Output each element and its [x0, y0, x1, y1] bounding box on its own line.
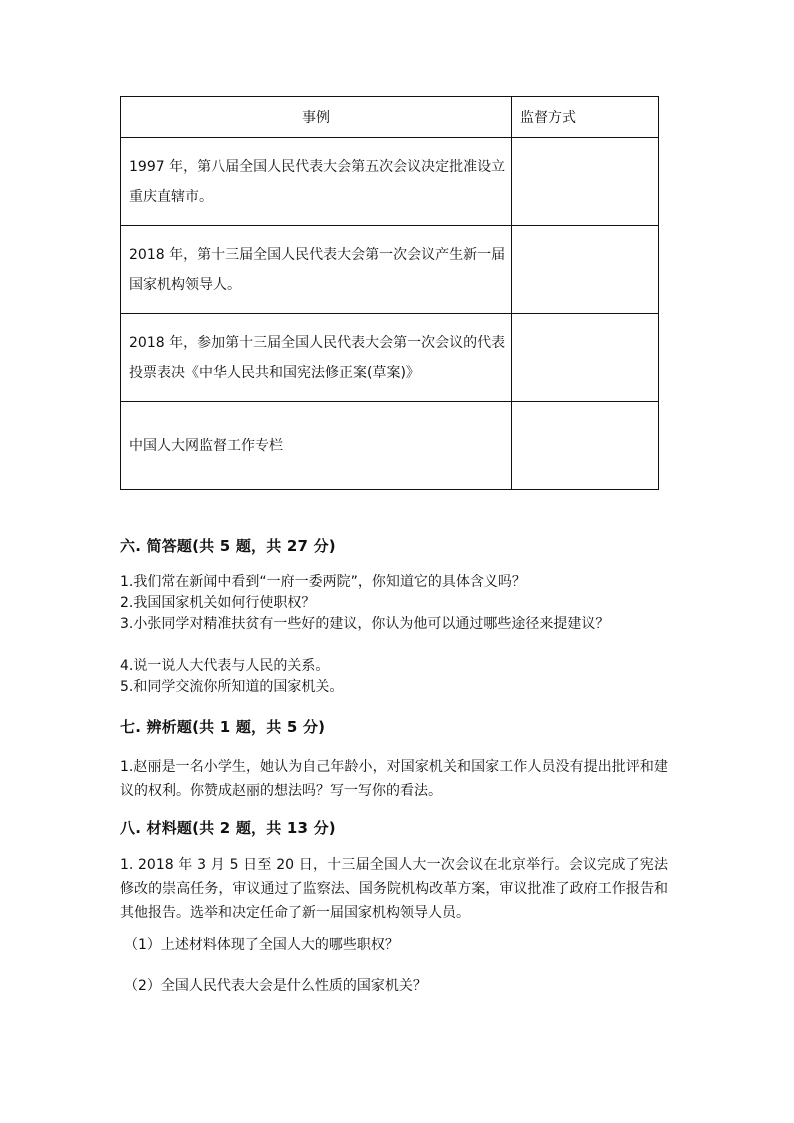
subquestion-item: （2）全国人民代表大会是什么性质的国家机关？	[124, 978, 427, 994]
table-row	[121, 402, 659, 490]
question-item: 1.我们常在新闻中看到“一府一委两院”，你知道它的具体含义吗？	[120, 574, 526, 590]
header-method: 监督方式	[512, 97, 659, 138]
question-item: 2.我国国家机关如何行使职权？	[120, 595, 316, 611]
header-case: 事例	[121, 97, 512, 138]
table-row	[121, 226, 659, 314]
material-paragraph: 1. 2018 年 3 月 5 日至 20 日，十三届全国人大一次会议在北京举行。会议完成了宪法修改的崇高任务，审议通过了监察法、国务院机构改革方案，审议批准了政府工作报告和其他报告。选举和决定任命了新一届国家机构领导人员。	[120, 857, 668, 921]
method-cell[interactable]	[512, 314, 659, 402]
question-item: 3.小张同学对精准扶贫有一些好的建议，你认为他可以通过哪些途径来提建议？	[120, 616, 610, 632]
case-table	[120, 96, 659, 490]
method-cell[interactable]	[512, 226, 659, 314]
question-item: 5.和同学交流你所知道的国家机关。	[120, 679, 344, 695]
section-title-analysis: 七. 辨析题(共 1 题，共 5 分)	[120, 718, 326, 736]
case-cell: 2018 年，第十三届全国人民代表大会第一次会议产生新一届国家机构领导人。	[121, 226, 512, 314]
question-item: 4.说一说人大代表与人民的关系。	[120, 658, 330, 674]
section-title-short-answer: 六. 简答题(共 5 题，共 27 分)	[120, 537, 336, 555]
table-row	[121, 314, 659, 402]
method-cell[interactable]	[512, 138, 659, 226]
table-header-row	[121, 97, 659, 138]
question-item: 1.赵丽是一名小学生，她认为自己年龄小，对国家机关和国家工作人员没有提出批评和建议的权利。你赞成赵丽的想法吗？写一写你的看法。	[120, 759, 668, 799]
subquestion-item: （1）上述材料体现了全国人大的哪些职权？	[124, 937, 399, 953]
section-title-material: 八. 材料题(共 2 题，共 13 分)	[120, 819, 336, 837]
table-row	[121, 138, 659, 226]
case-cell: 2018 年，参加第十三届全国人民代表大会第一次会议的代表投票表决《中华人民共和国宪法修正案(草案)》	[121, 314, 512, 402]
case-cell: 中国人大网监督工作专栏	[121, 402, 512, 490]
method-cell[interactable]	[512, 402, 659, 490]
case-cell: 1997 年，第八届全国人民代表大会第五次会议决定批准设立重庆直辖市。	[121, 138, 512, 226]
